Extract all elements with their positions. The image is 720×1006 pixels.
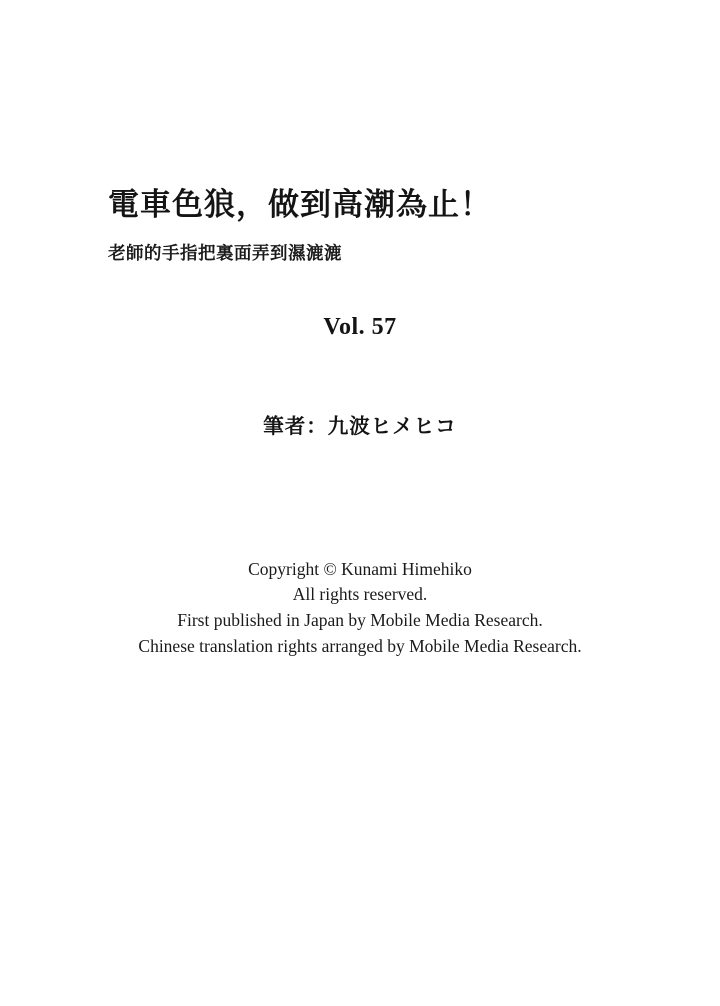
volume-label: Vol. 57: [323, 313, 397, 340]
copyright-line-2: All rights reserved.: [292, 584, 428, 605]
page-title: 電車色狼，做到高潮為止！: [108, 187, 492, 223]
copyright-block: [60, 557, 660, 660]
copyright-line-3: First published in Japan by Mobile Media Research.: [177, 609, 543, 630]
copyright-line-1: Copyright © Kunami Himehiko: [248, 558, 472, 579]
author-label: 筆者：九波ヒメヒコ: [263, 413, 457, 438]
page-subtitle: 老師的手指把裏面弄到濕漉漉: [108, 243, 342, 264]
copyright-line-4: Chinese translation rights arranged by Mobile Media Research.: [138, 635, 582, 656]
title-block: [60, 0, 660, 266]
